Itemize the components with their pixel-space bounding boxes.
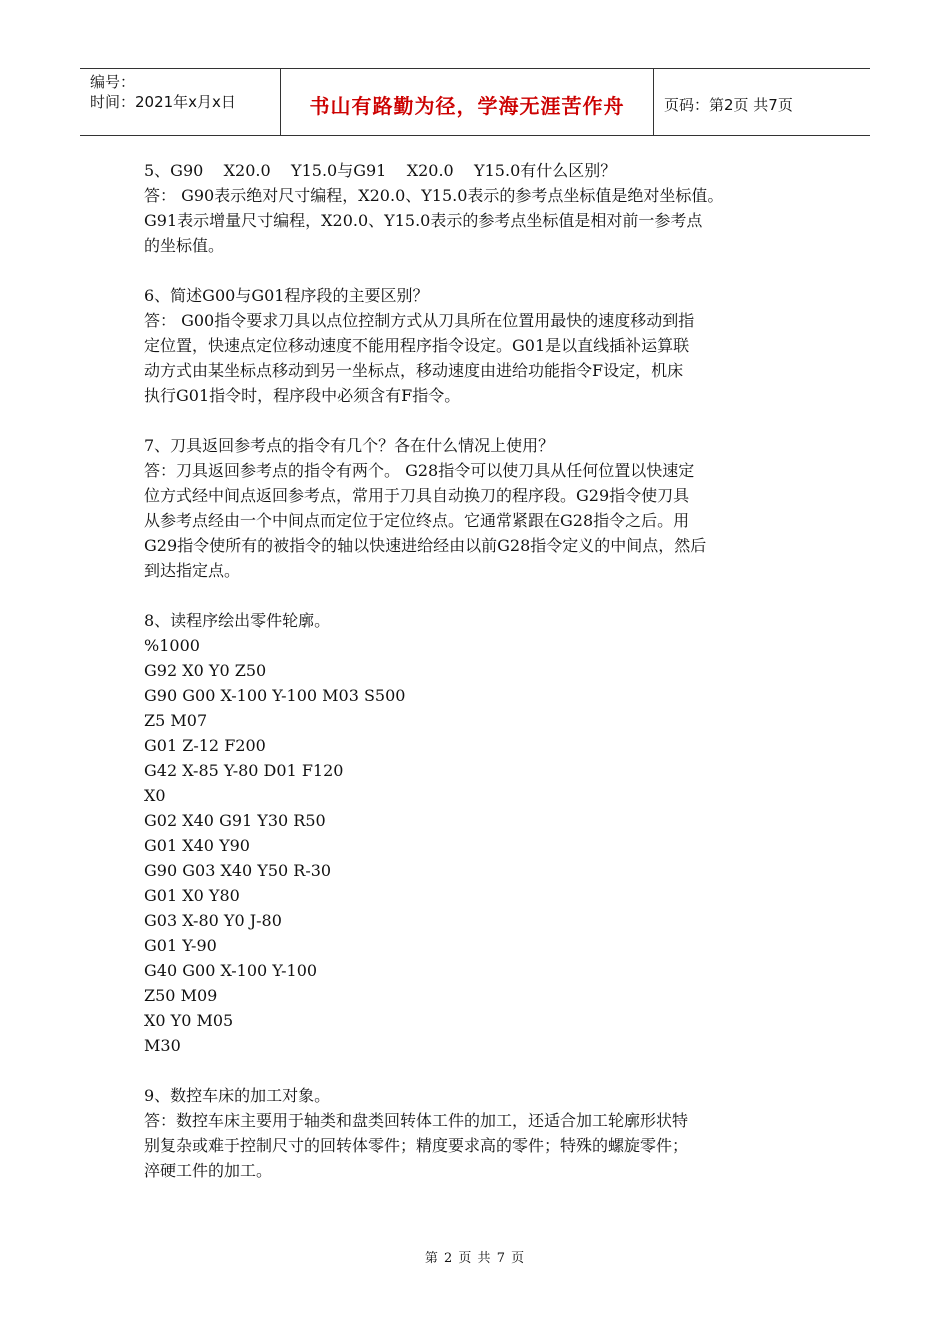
text-line: 定位置，快速点定位移动速度不能用程序指令设定。G01是以直线插补运算联 [144, 336, 690, 355]
page-header [80, 68, 870, 136]
text-line: 5、G90 X20.0 Y15.0与G91 X20.0 Y15.0有什么区别？ [144, 161, 617, 180]
text-line: G01 X0 Y80 [144, 886, 240, 905]
text-line: G40 G00 X-100 Y-100 [144, 961, 318, 980]
text-line: 到达指定点。 [144, 561, 241, 580]
text-line: 从参考点经由一个中间点而定位于定位终点。它通常紧跟在G28指令之后。用 [144, 511, 690, 530]
document-date: 时间：2021年x月x日 [90, 93, 236, 111]
text-line: 淬硬工件的加工。 [144, 1161, 273, 1180]
text-line: G02 X40 G91 Y30 R50 [144, 811, 326, 830]
text-line: G01 Z-12 F200 [144, 736, 266, 755]
text-line: 位方式经中间点返回参考点，常用于刀具自动换刀的程序段。G29指令使刀具 [144, 486, 690, 505]
text-line: X0 Y0 M05 [144, 1011, 234, 1030]
text-line: G03 X-80 Y0 J-80 [144, 911, 282, 930]
blank-line [144, 258, 824, 283]
page-footer: 第 2 页 共 7 页 [424, 1251, 526, 1266]
text-line: G92 X0 Y0 Z50 [144, 661, 267, 680]
document-number-label: 编号： [90, 73, 136, 91]
text-line: 答：数控车床主要用于轴类和盘类回转体工件的加工，还适合加工轮廓形状特 [144, 1111, 689, 1130]
text-line: 8、读程序绘出零件轮廓。 [144, 611, 331, 630]
text-line: %1000 [144, 636, 200, 655]
text-line: G01 Y-90 [144, 936, 217, 955]
header-meta [80, 69, 281, 135]
text-line: G42 X-85 Y-80 D01 F120 [144, 761, 344, 780]
text-line: 答：刀具返回参考点的指令有两个。 G28指令可以使刀具从任何位置以快速定 [144, 461, 695, 480]
text-line: 答： G00指令要求刀具以点位控制方式从刀具所在位置用最快的速度移动到指 [144, 311, 695, 330]
text-line: 的坐标值。 [144, 236, 225, 255]
text-line: G29指令使所有的被指令的轴以快速进给经由以前G28指令定义的中间点，然后 [144, 536, 707, 555]
text-line: G90 G03 X40 Y50 R-30 [144, 861, 332, 880]
text-line: G01 X40 Y90 [144, 836, 250, 855]
text-line: 6、简述G00与G01程序段的主要区别？ [144, 286, 429, 305]
blank-line [144, 408, 824, 433]
text-line: G90 G00 X-100 Y-100 M03 S500 [144, 686, 406, 705]
text-line: Z5 M07 [144, 711, 208, 730]
text-line: 别复杂或难于控制尺寸的回转体零件；精度要求高的零件；特殊的螺旋零件； [144, 1136, 689, 1155]
blank-line [144, 1058, 824, 1083]
text-line: G91表示增量尺寸编程，X20.0、Y15.0表示的参考点坐标值是相对前一参考点 [144, 211, 703, 230]
document-body [144, 158, 824, 1183]
text-line: 答： G90表示绝对尺寸编程，X20.0、Y15.0表示的参考点坐标值是绝对坐标值。 [144, 186, 724, 205]
blank-line [144, 583, 824, 608]
header-page-cell [654, 69, 870, 135]
text-line: 动方式由某坐标点移动到另一坐标点，移动速度由进给功能指令F设定，机床 [144, 361, 684, 380]
text-line: Z50 M09 [144, 986, 218, 1005]
header-page-info: 页码：第2页 共7页 [664, 95, 793, 114]
text-line: 执行G01指令时，程序段中必须含有F指令。 [144, 386, 461, 405]
text-line: X0 [144, 786, 166, 805]
header-motto: 书山有路勤为径，学海无涯苦作舟 [309, 93, 625, 118]
text-line: 7、刀具返回参考点的指令有几个？各在什么情况上使用？ [144, 436, 555, 455]
text-line: M30 [144, 1036, 181, 1055]
header-motto-cell [281, 69, 654, 135]
text-line: 9、数控车床的加工对象。 [144, 1086, 331, 1105]
